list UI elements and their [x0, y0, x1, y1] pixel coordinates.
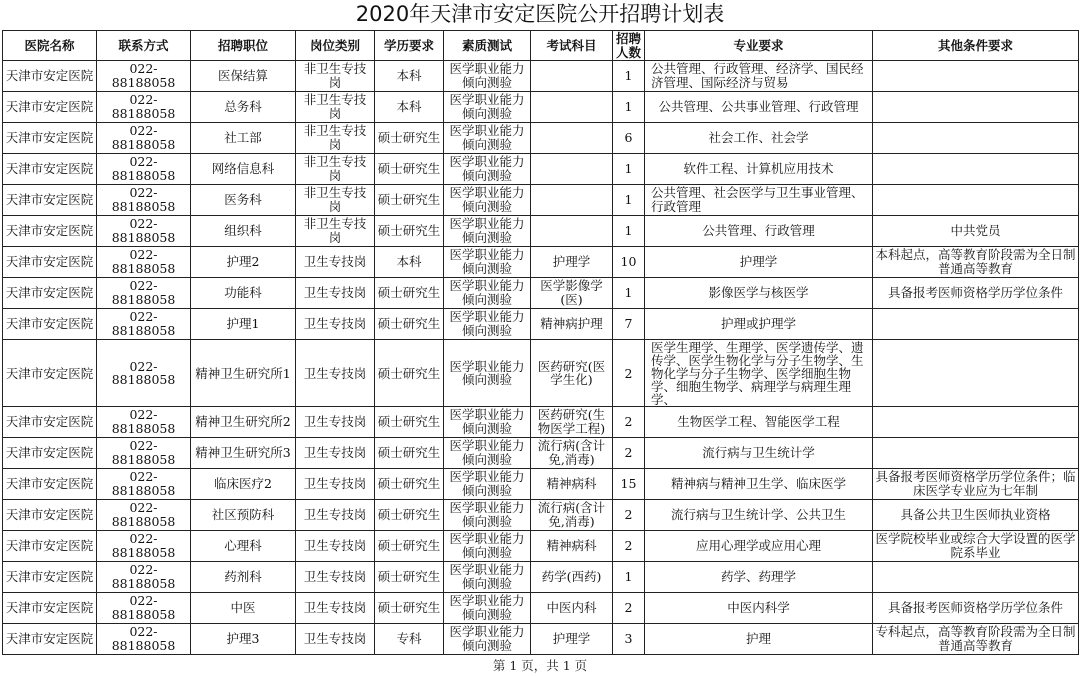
cell-major-requirement: 社会工作、社会学 — [645, 123, 873, 154]
cell-aptitude-test: 医学职业能力倾向测验 — [444, 278, 531, 309]
cell-post-type: 卫生专技岗 — [296, 247, 375, 278]
cell-major-requirement: 医学生理学、生理学、医学遗传学、遗传学、医学生物化学与分子生物学、生物化学与分子生物学、医学细胞生物学、细胞生物学、病理学与病理生理学、 — [645, 340, 873, 407]
cell-headcount: 1 — [613, 185, 645, 216]
cell-exam-subject: 流行病(含计免,消毒) — [531, 438, 613, 469]
cell-contact: 022-88188058 — [97, 278, 191, 309]
table-row — [3, 247, 1079, 278]
cell-hospital-name: 天津市安定医院 — [3, 154, 97, 185]
cell-headcount: 3 — [613, 624, 645, 655]
cell-contact: 022-88188058 — [97, 309, 191, 340]
cell-other-requirement: 具备报考医师资格学历学位条件 — [873, 278, 1079, 309]
cell-position: 心理科 — [191, 531, 296, 562]
column-header-hospital-name: 医院名称 — [3, 31, 97, 61]
page-footer: 第 1 页，共 1 页 — [492, 658, 588, 673]
cell-major-requirement: 药学、药理学 — [645, 562, 873, 593]
cell-major-requirement: 精神病与精神卫生学、临床医学 — [645, 469, 873, 500]
cell-position: 网络信息科 — [191, 154, 296, 185]
cell-headcount: 2 — [613, 593, 645, 624]
cell-headcount: 15 — [613, 469, 645, 500]
cell-education: 本科 — [375, 247, 444, 278]
cell-exam-subject — [531, 216, 613, 247]
cell-exam-subject — [531, 61, 613, 92]
cell-aptitude-test: 医学职业能力倾向测验 — [444, 185, 531, 216]
cell-post-type: 卫生专技岗 — [296, 562, 375, 593]
column-header-other-requirement: 其他条件要求 — [873, 31, 1079, 61]
cell-position: 精神卫生研究所1 — [191, 340, 296, 407]
cell-major-requirement: 护理 — [645, 624, 873, 655]
cell-aptitude-test: 医学职业能力倾向测验 — [444, 61, 531, 92]
column-header-education: 学历要求 — [375, 31, 444, 61]
cell-post-type: 卫生专技岗 — [296, 309, 375, 340]
cell-headcount: 2 — [613, 500, 645, 531]
cell-position: 社工部 — [191, 123, 296, 154]
table-row — [3, 531, 1079, 562]
cell-contact: 022-88188058 — [97, 185, 191, 216]
cell-major-requirement: 软件工程、计算机应用技术 — [645, 154, 873, 185]
cell-hospital-name: 天津市安定医院 — [3, 61, 97, 92]
cell-aptitude-test: 医学职业能力倾向测验 — [444, 624, 531, 655]
cell-aptitude-test: 医学职业能力倾向测验 — [444, 340, 531, 407]
cell-post-type: 非卫生专技岗 — [296, 123, 375, 154]
cell-exam-subject: 精神病科 — [531, 531, 613, 562]
table-row — [3, 92, 1079, 123]
column-header-post-type: 岗位类别 — [296, 31, 375, 61]
table-row — [3, 593, 1079, 624]
cell-major-requirement: 公共管理、公共事业管理、行政管理 — [645, 92, 873, 123]
cell-contact: 022-88188058 — [97, 247, 191, 278]
cell-headcount: 2 — [613, 340, 645, 407]
cell-other-requirement — [873, 92, 1079, 123]
cell-major-requirement: 中医内科学 — [645, 593, 873, 624]
cell-hospital-name: 天津市安定医院 — [3, 340, 97, 407]
cell-major-requirement: 护理或护理学 — [645, 309, 873, 340]
page-title: 2020年天津市安定医院公开招聘计划表 — [355, 2, 725, 26]
cell-hospital-name: 天津市安定医院 — [3, 438, 97, 469]
cell-hospital-name: 天津市安定医院 — [3, 216, 97, 247]
table-row — [3, 309, 1079, 340]
cell-position: 医保结算 — [191, 61, 296, 92]
cell-headcount: 1 — [613, 278, 645, 309]
table-row — [3, 469, 1079, 500]
cell-education: 硕士研究生 — [375, 216, 444, 247]
cell-contact: 022-88188058 — [97, 531, 191, 562]
cell-major-requirement: 应用心理学或应用心理 — [645, 531, 873, 562]
cell-headcount: 1 — [613, 216, 645, 247]
cell-hospital-name: 天津市安定医院 — [3, 531, 97, 562]
cell-contact: 022-88188058 — [97, 593, 191, 624]
cell-contact: 022-88188058 — [97, 500, 191, 531]
cell-other-requirement: 具备报考医师资格学历学位条件；临床医学专业应为七年制 — [873, 469, 1079, 500]
cell-contact: 022-88188058 — [97, 469, 191, 500]
cell-education: 硕士研究生 — [375, 531, 444, 562]
cell-headcount: 1 — [613, 562, 645, 593]
cell-hospital-name: 天津市安定医院 — [3, 92, 97, 123]
cell-headcount: 1 — [613, 61, 645, 92]
cell-position: 护理3 — [191, 624, 296, 655]
cell-other-requirement — [873, 562, 1079, 593]
cell-major-requirement: 生物医学工程、智能医学工程 — [645, 407, 873, 438]
cell-aptitude-test: 医学职业能力倾向测验 — [444, 562, 531, 593]
cell-aptitude-test: 医学职业能力倾向测验 — [444, 500, 531, 531]
cell-headcount: 2 — [613, 407, 645, 438]
cell-exam-subject: 精神病护理 — [531, 309, 613, 340]
cell-other-requirement — [873, 123, 1079, 154]
cell-hospital-name: 天津市安定医院 — [3, 123, 97, 154]
cell-exam-subject: 医药研究(生物医学工程) — [531, 407, 613, 438]
cell-headcount: 1 — [613, 92, 645, 123]
cell-contact: 022-88188058 — [97, 562, 191, 593]
cell-exam-subject: 护理学 — [531, 247, 613, 278]
cell-exam-subject: 中医内科 — [531, 593, 613, 624]
cell-aptitude-test: 医学职业能力倾向测验 — [444, 154, 531, 185]
cell-contact: 022-88188058 — [97, 340, 191, 407]
cell-hospital-name: 天津市安定医院 — [3, 247, 97, 278]
recruitment-table — [2, 30, 1079, 655]
cell-education: 硕士研究生 — [375, 469, 444, 500]
cell-education: 硕士研究生 — [375, 438, 444, 469]
cell-education: 专科 — [375, 624, 444, 655]
cell-headcount: 6 — [613, 123, 645, 154]
cell-exam-subject — [531, 154, 613, 185]
cell-major-requirement: 护理学 — [645, 247, 873, 278]
column-header-major-requirement: 专业要求 — [645, 31, 873, 61]
cell-aptitude-test: 医学职业能力倾向测验 — [444, 247, 531, 278]
cell-position: 总务科 — [191, 92, 296, 123]
cell-post-type: 卫生专技岗 — [296, 624, 375, 655]
table-row — [3, 624, 1079, 655]
cell-position: 护理2 — [191, 247, 296, 278]
cell-post-type: 卫生专技岗 — [296, 531, 375, 562]
table-row — [3, 340, 1079, 407]
cell-post-type: 卫生专技岗 — [296, 340, 375, 407]
cell-other-requirement — [873, 309, 1079, 340]
cell-post-type: 卫生专技岗 — [296, 407, 375, 438]
cell-exam-subject: 医药研究(医学生化) — [531, 340, 613, 407]
cell-other-requirement: 具备报考医师资格学历学位条件 — [873, 593, 1079, 624]
table-header-row — [3, 31, 1079, 61]
cell-major-requirement: 公共管理、社会医学与卫生事业管理、行政管理 — [645, 185, 873, 216]
cell-post-type: 卫生专技岗 — [296, 438, 375, 469]
cell-contact: 022-88188058 — [97, 61, 191, 92]
cell-hospital-name: 天津市安定医院 — [3, 469, 97, 500]
table-row — [3, 61, 1079, 92]
cell-position: 功能科 — [191, 278, 296, 309]
cell-exam-subject: 精神病科 — [531, 469, 613, 500]
table-row — [3, 500, 1079, 531]
cell-exam-subject: 护理学 — [531, 624, 613, 655]
cell-aptitude-test: 医学职业能力倾向测验 — [444, 469, 531, 500]
cell-contact: 022-88188058 — [97, 92, 191, 123]
column-header-aptitude-test: 素质测试 — [444, 31, 531, 61]
cell-education: 硕士研究生 — [375, 309, 444, 340]
column-header-exam-subject: 考试科目 — [531, 31, 613, 61]
cell-other-requirement — [873, 185, 1079, 216]
cell-headcount: 1 — [613, 154, 645, 185]
table-row — [3, 438, 1079, 469]
cell-education: 硕士研究生 — [375, 123, 444, 154]
cell-headcount: 2 — [613, 438, 645, 469]
cell-position: 组织科 — [191, 216, 296, 247]
cell-education: 硕士研究生 — [375, 154, 444, 185]
cell-aptitude-test: 医学职业能力倾向测验 — [444, 123, 531, 154]
cell-education: 硕士研究生 — [375, 562, 444, 593]
cell-aptitude-test: 医学职业能力倾向测验 — [444, 216, 531, 247]
table-row — [3, 562, 1079, 593]
cell-position: 药剂科 — [191, 562, 296, 593]
cell-post-type: 卫生专技岗 — [296, 469, 375, 500]
cell-post-type: 非卫生专技岗 — [296, 61, 375, 92]
cell-major-requirement: 影像医学与核医学 — [645, 278, 873, 309]
cell-other-requirement: 医学院校毕业或综合大学设置的医学院系毕业 — [873, 531, 1079, 562]
cell-post-type: 卫生专技岗 — [296, 500, 375, 531]
table-row — [3, 407, 1079, 438]
cell-contact: 022-88188058 — [97, 154, 191, 185]
cell-position: 精神卫生研究所2 — [191, 407, 296, 438]
cell-other-requirement: 中共党员 — [873, 216, 1079, 247]
cell-education: 硕士研究生 — [375, 593, 444, 624]
cell-aptitude-test: 医学职业能力倾向测验 — [444, 531, 531, 562]
cell-exam-subject: 药学(西药) — [531, 562, 613, 593]
column-header-position: 招聘职位 — [191, 31, 296, 61]
cell-other-requirement — [873, 438, 1079, 469]
cell-headcount: 7 — [613, 309, 645, 340]
cell-position: 临床医疗2 — [191, 469, 296, 500]
cell-aptitude-test: 医学职业能力倾向测验 — [444, 438, 531, 469]
cell-other-requirement: 具备公共卫生医师执业资格 — [873, 500, 1079, 531]
cell-hospital-name: 天津市安定医院 — [3, 278, 97, 309]
cell-hospital-name: 天津市安定医院 — [3, 185, 97, 216]
cell-headcount: 10 — [613, 247, 645, 278]
cell-aptitude-test: 医学职业能力倾向测验 — [444, 407, 531, 438]
cell-other-requirement — [873, 407, 1079, 438]
table-row — [3, 154, 1079, 185]
cell-contact: 022-88188058 — [97, 216, 191, 247]
cell-position: 医务科 — [191, 185, 296, 216]
cell-hospital-name: 天津市安定医院 — [3, 562, 97, 593]
cell-exam-subject: 流行病(含计免,消毒) — [531, 500, 613, 531]
cell-education: 硕士研究生 — [375, 407, 444, 438]
cell-other-requirement: 本科起点，高等教育阶段需为全日制普通高等教育 — [873, 247, 1079, 278]
cell-headcount: 2 — [613, 531, 645, 562]
cell-post-type: 非卫生专技岗 — [296, 185, 375, 216]
cell-exam-subject — [531, 123, 613, 154]
column-header-contact: 联系方式 — [97, 31, 191, 61]
cell-contact: 022-88188058 — [97, 624, 191, 655]
cell-major-requirement: 流行病与卫生统计学、公共卫生 — [645, 500, 873, 531]
cell-major-requirement: 流行病与卫生统计学 — [645, 438, 873, 469]
cell-aptitude-test: 医学职业能力倾向测验 — [444, 309, 531, 340]
cell-education: 硕士研究生 — [375, 185, 444, 216]
cell-contact: 022-88188058 — [97, 438, 191, 469]
cell-aptitude-test: 医学职业能力倾向测验 — [444, 593, 531, 624]
cell-education: 硕士研究生 — [375, 340, 444, 407]
table-row — [3, 185, 1079, 216]
cell-education: 硕士研究生 — [375, 500, 444, 531]
cell-major-requirement: 公共管理、行政管理 — [645, 216, 873, 247]
cell-other-requirement — [873, 340, 1079, 407]
cell-position: 中医 — [191, 593, 296, 624]
cell-exam-subject — [531, 92, 613, 123]
cell-hospital-name: 天津市安定医院 — [3, 500, 97, 531]
cell-post-type: 非卫生专技岗 — [296, 92, 375, 123]
cell-education: 硕士研究生 — [375, 278, 444, 309]
cell-education: 本科 — [375, 92, 444, 123]
cell-post-type: 非卫生专技岗 — [296, 216, 375, 247]
cell-post-type: 非卫生专技岗 — [296, 154, 375, 185]
cell-aptitude-test: 医学职业能力倾向测验 — [444, 92, 531, 123]
cell-other-requirement: 专科起点，高等教育阶段需为全日制普通高等教育 — [873, 624, 1079, 655]
table-row — [3, 216, 1079, 247]
cell-contact: 022-88188058 — [97, 123, 191, 154]
cell-other-requirement — [873, 61, 1079, 92]
cell-other-requirement — [873, 154, 1079, 185]
cell-exam-subject: 医学影像学(医) — [531, 278, 613, 309]
cell-position: 社区预防科 — [191, 500, 296, 531]
column-header-headcount: 招聘人数 — [613, 31, 645, 61]
cell-position: 护理1 — [191, 309, 296, 340]
cell-post-type: 卫生专技岗 — [296, 278, 375, 309]
cell-position: 精神卫生研究所3 — [191, 438, 296, 469]
cell-contact: 022-88188058 — [97, 407, 191, 438]
cell-hospital-name: 天津市安定医院 — [3, 309, 97, 340]
cell-hospital-name: 天津市安定医院 — [3, 407, 97, 438]
table-row — [3, 278, 1079, 309]
cell-hospital-name: 天津市安定医院 — [3, 593, 97, 624]
cell-major-requirement: 公共管理、行政管理、经济学、国民经济管理、国际经济与贸易 — [645, 61, 873, 92]
cell-education: 本科 — [375, 61, 444, 92]
cell-post-type: 卫生专技岗 — [296, 593, 375, 624]
cell-hospital-name: 天津市安定医院 — [3, 624, 97, 655]
table-row — [3, 123, 1079, 154]
cell-exam-subject — [531, 185, 613, 216]
